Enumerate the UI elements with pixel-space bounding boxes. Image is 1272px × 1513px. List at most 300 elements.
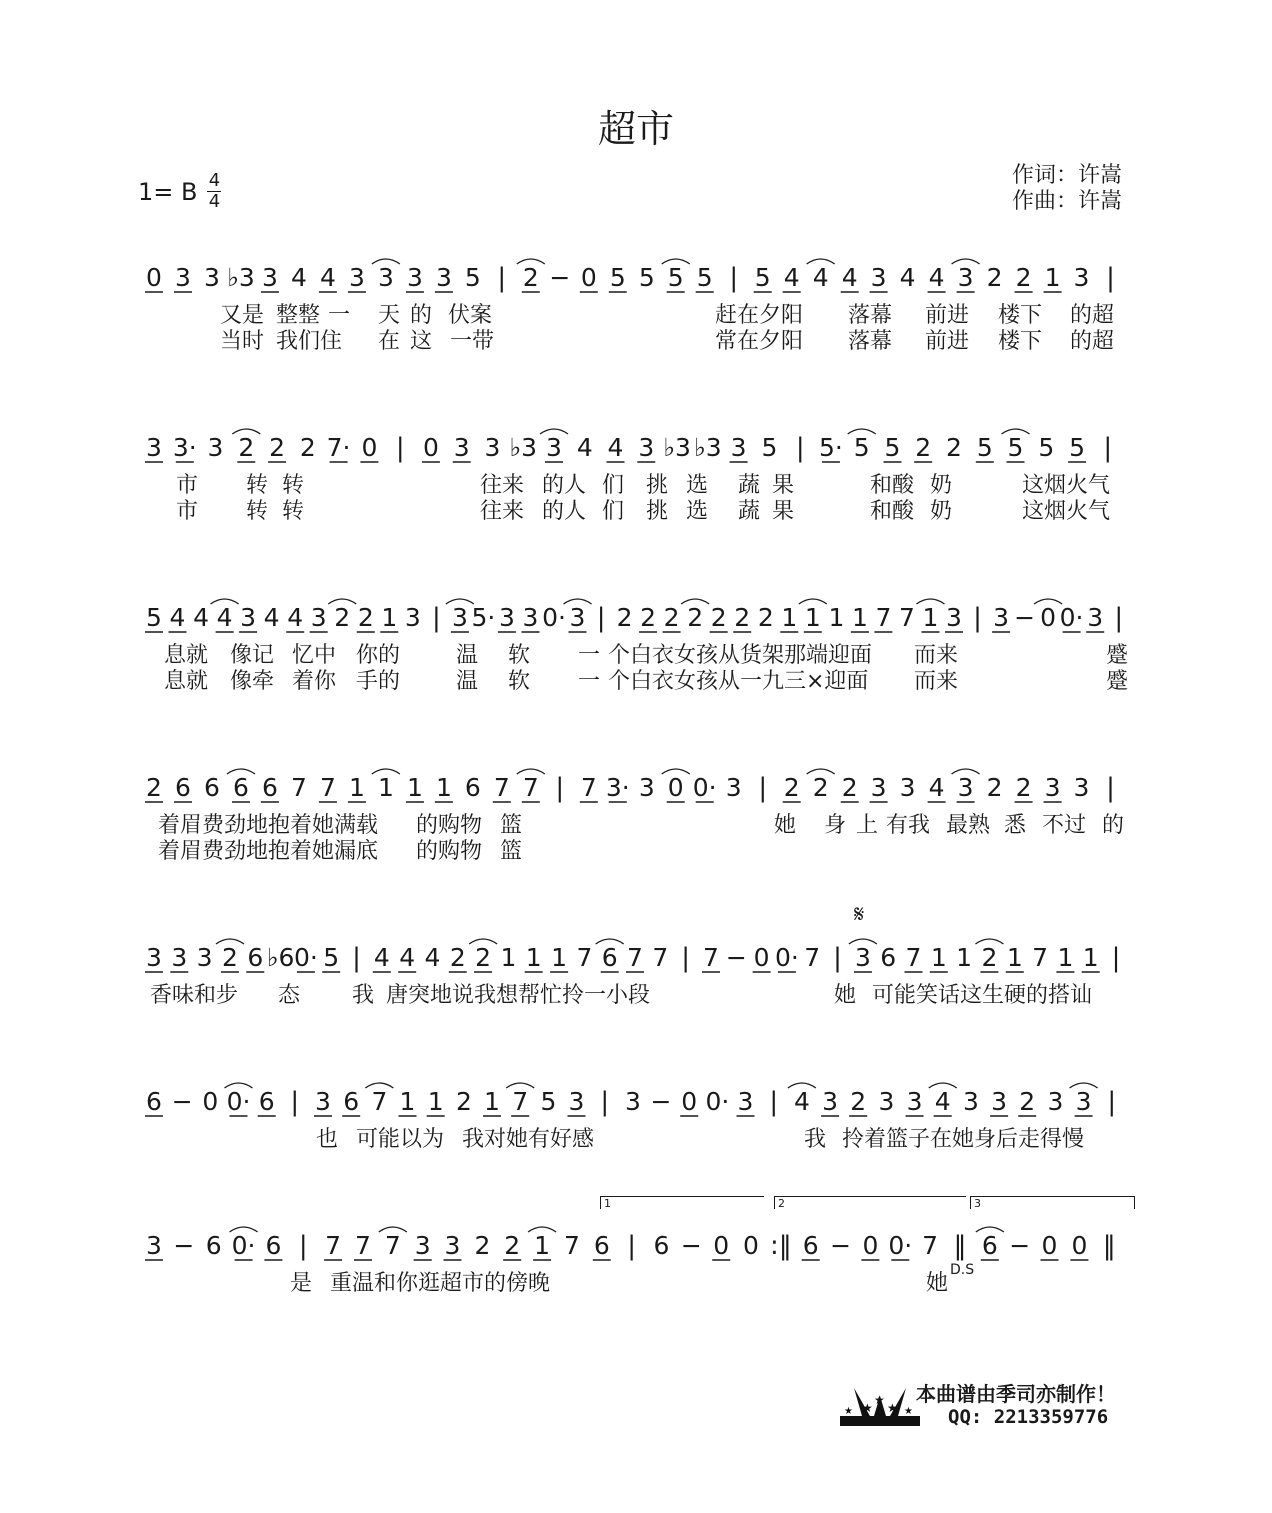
note: 3 (737, 1087, 754, 1116)
note: 0 (1040, 603, 1057, 632)
note: 3 (906, 1087, 923, 1116)
note: 4 (812, 263, 829, 292)
lyric-verse-1 (140, 1122, 1140, 1150)
note: 2 (146, 773, 162, 802)
note: 0 (1071, 1231, 1088, 1260)
barline: | (973, 603, 982, 633)
note: 3 (315, 1087, 331, 1116)
lyric-verse-1 (140, 298, 1140, 326)
note: 3 (1075, 1087, 1092, 1116)
barline: | (298, 1231, 308, 1261)
lyric-word: 重温和你逛超市的傍晚 (330, 1271, 551, 1296)
lyric-word: 忆中 (292, 643, 337, 668)
lyric-word: 一 (328, 303, 351, 328)
lyric-word: 和酸 (870, 473, 915, 498)
note: 6 (175, 773, 191, 802)
note: 1 (1044, 263, 1061, 292)
note: 6 (233, 773, 249, 802)
note: 3 (546, 433, 562, 462)
note: 7· (326, 433, 351, 462)
lyric-word: 像记 (230, 643, 275, 668)
note: 7 (384, 1231, 401, 1260)
note: 7 (576, 943, 593, 972)
lyric-word: 当时 (220, 329, 265, 354)
note: 0 (743, 1231, 759, 1260)
note: 2 (640, 603, 657, 632)
time-signature (207, 172, 221, 211)
note: 7 (522, 773, 539, 802)
svg-text:★: ★ (844, 1406, 853, 1417)
note: 5 (609, 263, 626, 292)
lyric-word: 的人 (542, 499, 587, 524)
note: 3 (568, 1087, 585, 1116)
note: 1 (781, 603, 798, 632)
note: 7 (512, 1087, 529, 1116)
lyric-word: 像牵 (230, 669, 275, 694)
note: 4 (399, 943, 416, 972)
lyric-word: 息就 (164, 643, 209, 668)
note: − (830, 1231, 852, 1260)
note: 2 (475, 943, 492, 972)
lyric-word: 悉 (1004, 813, 1027, 838)
lyric-word: 上 (856, 813, 879, 838)
lyricist-credit: 作词：许嵩 (1012, 163, 1123, 188)
svg-text:★: ★ (874, 1393, 885, 1407)
barline: | (729, 263, 739, 293)
lyric-word: 市 (176, 473, 199, 498)
note: 3 (569, 603, 586, 632)
note: 5 (754, 263, 771, 292)
note: 7 (804, 943, 821, 972)
lyric-word: 而来 (914, 669, 959, 694)
volta-2 (774, 1196, 966, 1209)
note: 4 (290, 263, 307, 292)
barline: | (1107, 1087, 1117, 1117)
lyric-word: 常在夕阳 (715, 329, 804, 354)
lyric-word: 的购物 (416, 839, 483, 864)
note: 2 (455, 1087, 472, 1116)
barline: | (497, 263, 507, 293)
note: 1 (534, 1231, 551, 1260)
notation-line (140, 768, 1140, 812)
volta-1-label: 1 (604, 1197, 611, 1210)
note: 6 (247, 943, 264, 972)
lyric-word: 这烟火气 (1022, 499, 1111, 524)
key-label: 1= B (138, 177, 198, 206)
lyric-word: 们 (602, 499, 625, 524)
lyric-word: 果 (772, 473, 795, 498)
note: ‖ (1102, 1231, 1116, 1261)
note: 1 (377, 773, 394, 802)
note: 2 (299, 433, 316, 462)
note: 2 (812, 773, 829, 802)
note: 0· (293, 943, 318, 972)
lyric-word: 态 (278, 983, 301, 1008)
note: 0· (888, 1231, 913, 1260)
lyric-verse-1 (140, 468, 1140, 496)
note: 2 (981, 943, 998, 972)
note: 3 (878, 1087, 895, 1116)
note: ♭3 (509, 433, 538, 462)
note: 6 (464, 773, 481, 802)
note: 1 (1006, 943, 1023, 972)
note: 1 (1057, 943, 1074, 972)
note: 5 (464, 263, 481, 292)
note: 4 (934, 1087, 951, 1116)
note: 3 (207, 433, 224, 462)
note: 3 (404, 603, 421, 632)
note: 7 (580, 773, 597, 802)
note: 7 (493, 773, 510, 802)
note: 0 (580, 263, 597, 292)
note: 4 (576, 433, 593, 462)
barline: | (432, 603, 441, 633)
lyric-word: 而来 (914, 643, 959, 668)
note: 6 (343, 1087, 360, 1116)
note: 3 (484, 433, 501, 462)
note: 3 (310, 603, 327, 632)
note: 2 (757, 603, 774, 632)
note: 2 (850, 1087, 867, 1116)
note: 5 (323, 943, 340, 972)
note: 6 (205, 1231, 222, 1260)
notation-line (140, 598, 1140, 642)
lyric-word: 最熟 (946, 813, 991, 838)
note: 3 (204, 263, 220, 292)
note: 4 (841, 263, 858, 292)
note: ♭3 (227, 263, 255, 292)
note: 3 (175, 263, 191, 292)
lyric-word: 这烟火气 (1022, 473, 1111, 498)
lyric-word: 一带 (450, 329, 495, 354)
lyric-word: 整整 (276, 303, 321, 328)
note: 4 (287, 603, 304, 632)
note: 7 (371, 1087, 388, 1116)
ds-mark: D.S (950, 1262, 975, 1278)
lyric-word: 唐突地说我想帮忙拎一小段 (386, 983, 651, 1008)
note: 5 (696, 263, 713, 292)
note: 7 (875, 603, 892, 632)
lyric-word: 你的 (356, 643, 401, 668)
note: 1 (804, 603, 821, 632)
note: 2 (357, 603, 374, 632)
note: 3 (414, 1231, 431, 1260)
time-signature-top: 4 (208, 170, 221, 191)
note: 6 (258, 1087, 275, 1116)
note: 1 (1082, 943, 1099, 972)
note: 0 (753, 943, 770, 972)
note: 3· (172, 433, 197, 462)
note: 7 (898, 603, 915, 632)
key-signature (138, 172, 221, 211)
note: − (1014, 603, 1036, 632)
notation-line (140, 1082, 1140, 1126)
note: 3 (1047, 1087, 1064, 1116)
note: 3 (171, 943, 188, 972)
note: 7 (627, 943, 643, 972)
note: 3 (624, 1087, 641, 1116)
lyric-word: 伏案 (448, 303, 493, 328)
note: 4 (319, 263, 336, 292)
notation-line (140, 1226, 1140, 1270)
lyric-word: 转 (282, 499, 305, 524)
lyric-word: 转 (246, 473, 269, 498)
note: 2 (334, 603, 351, 632)
lyric-word: 的 (1102, 813, 1125, 838)
note: 2 (841, 773, 858, 802)
lyric-word: 和酸 (870, 499, 915, 524)
note: 2 (1019, 1087, 1036, 1116)
note: 1 (956, 943, 973, 972)
note: 2 (915, 433, 932, 462)
note: 5 (1038, 433, 1055, 462)
lyric-word: 的购物 (416, 813, 483, 838)
lyric-verse-2 (140, 1004, 1140, 1032)
lyric-verse-2 (140, 664, 1140, 692)
note: 5· (818, 433, 843, 462)
note: 4 (607, 433, 624, 462)
note: 0· (705, 1087, 730, 1116)
lyric-word: 这 (410, 329, 433, 354)
note: 3 (957, 773, 974, 802)
note: ♭3 (693, 433, 722, 462)
lyric-verse-2 (140, 834, 1140, 862)
note: 4 (928, 773, 945, 802)
note: 0 (361, 433, 378, 462)
note: 0 (681, 1087, 698, 1116)
note: 2 (783, 773, 800, 802)
note: 0· (542, 603, 566, 632)
note: 2 (504, 1231, 521, 1260)
lyric-word: 天 (378, 303, 401, 328)
lyric-verse-2 (140, 1148, 1140, 1176)
note: 5 (540, 1087, 557, 1116)
barline: | (769, 1087, 779, 1117)
note: 3 (498, 603, 515, 632)
lyric-word: 可能以为 (356, 1127, 445, 1152)
note: 7 (652, 943, 669, 972)
note: 6 (146, 1087, 162, 1116)
barline: | (1106, 773, 1115, 803)
lyric-word: 选 (686, 473, 709, 498)
lyric-word: 个白衣女孩从货架那端迎面 (608, 643, 873, 668)
note: 7 (290, 773, 307, 802)
barline: | (555, 773, 565, 803)
note: 2 (269, 433, 286, 462)
barline: | (1103, 433, 1113, 463)
note: 0 (1041, 1231, 1058, 1260)
lyric-word: 着眉费劲地抱着她漏底 (158, 839, 379, 864)
lyric-word: 挑 (646, 473, 669, 498)
note: 1 (851, 603, 868, 632)
note: 6 (204, 773, 220, 802)
lyric-verse-2 (140, 1292, 1140, 1320)
lyric-word: 我们住 (276, 329, 343, 354)
lyric-word: 的人 (542, 473, 587, 498)
note: 7 (319, 773, 336, 802)
note: 1 (551, 943, 568, 972)
lyric-word: 楼下 (998, 329, 1043, 354)
note: 3 (196, 943, 213, 972)
lyric-word: 拎着篮子在她身后走得慢 (842, 1127, 1085, 1152)
note: 0· (1059, 603, 1084, 632)
lyric-word: 在 (378, 329, 401, 354)
notation-line (140, 428, 1140, 472)
barline: | (600, 1087, 610, 1117)
note: 3 (730, 433, 747, 462)
lyric-word: 软 (508, 669, 531, 694)
note: 2 (1015, 773, 1032, 802)
note: 5 (853, 433, 870, 462)
note: 2 (946, 433, 962, 462)
note: 4 (928, 263, 945, 292)
note: 3 (725, 773, 742, 802)
note: 3· (605, 773, 630, 802)
lyric-word: 着你 (292, 669, 337, 694)
note: 3 (638, 433, 655, 462)
lyric-word: 息就 (164, 669, 209, 694)
note: 3 (1073, 773, 1090, 802)
barline: | (1111, 943, 1121, 973)
lyric-word: 转 (246, 499, 269, 524)
note: 0 (146, 263, 162, 292)
note: 3 (870, 263, 887, 292)
lyric-word: 是 (290, 1271, 313, 1296)
lyric-word: 们 (602, 473, 625, 498)
note: 1 (435, 773, 452, 802)
note: 3 (348, 263, 365, 292)
note: 1 (399, 1087, 416, 1116)
note: 2 (238, 433, 255, 462)
lyric-word: 前进 (925, 303, 970, 328)
note: 3 (991, 1087, 1008, 1116)
svg-text:★: ★ (887, 1401, 898, 1415)
note: 0 (202, 1087, 219, 1116)
lyric-word: 奶 (930, 499, 953, 524)
barline: | (352, 943, 361, 973)
lyric-verse-1 (140, 638, 1140, 666)
lyric-word: 挑 (646, 499, 669, 524)
lyric-word: 蹙 (1106, 669, 1129, 694)
notation-line (140, 258, 1140, 302)
note: 1 (406, 773, 423, 802)
note: 7 (325, 1231, 342, 1260)
note: ♭3 (663, 433, 691, 462)
lyric-verse-2 (140, 494, 1140, 522)
lyric-word: 前进 (925, 329, 970, 354)
note: 3 (899, 773, 916, 802)
barline: | (1106, 263, 1115, 293)
lyric-word: 她 (834, 983, 857, 1008)
lyric-word: 她 (774, 813, 797, 838)
note: 0· (231, 1231, 256, 1260)
lyric-word: 我 (352, 983, 375, 1008)
note: 5 (146, 603, 162, 632)
note: 4 (783, 263, 800, 292)
note: 1 (922, 603, 939, 632)
note: 0 (713, 1231, 730, 1260)
note: 5 (1069, 433, 1086, 462)
note: 3 (453, 433, 470, 462)
lyric-word: 一 (578, 643, 601, 668)
note: 3 (962, 1087, 979, 1116)
note: 5 (638, 263, 655, 292)
note: 5 (1007, 433, 1024, 462)
note: 6 (981, 1231, 998, 1260)
note: 3 (638, 773, 655, 802)
lyric-word: 也 (316, 1127, 339, 1152)
note: 0 (667, 773, 684, 802)
volta-2-label: 2 (778, 1197, 785, 1210)
lyric-word: 我 (804, 1127, 827, 1152)
lyric-word: 往来 (480, 499, 525, 524)
note: 1 (828, 603, 845, 632)
lyric-word: 温 (456, 643, 479, 668)
notation-line (140, 938, 1140, 982)
note: 1 (500, 943, 517, 972)
lyric-word: 可能笑话这生硬的搭讪 (872, 983, 1093, 1008)
lyric-word: 落幕 (848, 329, 893, 354)
barline: | (596, 603, 606, 633)
note: 6 (593, 1231, 610, 1260)
note: 2 (474, 1231, 491, 1260)
note: − (1009, 1231, 1031, 1260)
lyric-word: 选 (686, 499, 709, 524)
lyric-word: 往来 (480, 473, 525, 498)
barline: | (1114, 603, 1124, 633)
note: 6 (802, 1231, 819, 1260)
maker-credit: 本曲谱由季司亦制作！ (916, 1382, 1116, 1406)
lyric-word: 蹙 (1106, 643, 1129, 668)
note: 1 (484, 1087, 500, 1116)
note: − (549, 263, 571, 292)
note: 2 (616, 603, 633, 632)
note: 7 (355, 1231, 371, 1260)
barline: | (395, 433, 405, 463)
lyric-word: 着眉费劲地抱着她满载 (158, 813, 379, 838)
lyric-word: 蔬 (738, 499, 761, 524)
lyric-word: 香味和步 (150, 983, 239, 1008)
song-title: 超市 (597, 107, 674, 151)
note: 2 (710, 603, 727, 632)
note: 3 (406, 263, 423, 292)
svg-text:★: ★ (862, 1401, 873, 1415)
svg-text:★: ★ (904, 1406, 913, 1417)
lyric-verse-2 (140, 324, 1140, 352)
note: 3 (377, 263, 394, 292)
note: 3 (435, 263, 452, 292)
note: 0 (862, 1231, 879, 1260)
lyric-word: 身 (824, 813, 847, 838)
lyric-word: 软 (508, 643, 531, 668)
time-signature-bottom: 4 (208, 191, 221, 212)
note: 0· (226, 1087, 251, 1116)
lyric-word: 有我 (886, 813, 931, 838)
note: 4 (424, 943, 441, 972)
note: 4 (793, 1087, 810, 1116)
note: 4 (373, 943, 390, 972)
barline: | (681, 943, 690, 973)
barline: | (290, 1087, 300, 1117)
note: 6 (261, 773, 278, 802)
note: 3 (1073, 263, 1090, 292)
note: 6 (880, 943, 897, 972)
note: − (680, 1231, 702, 1260)
lyric-word: 的超 (1070, 329, 1115, 354)
barline: | (758, 773, 768, 803)
lyric-word: 转 (282, 473, 305, 498)
lyric-word: 蔬 (738, 473, 761, 498)
